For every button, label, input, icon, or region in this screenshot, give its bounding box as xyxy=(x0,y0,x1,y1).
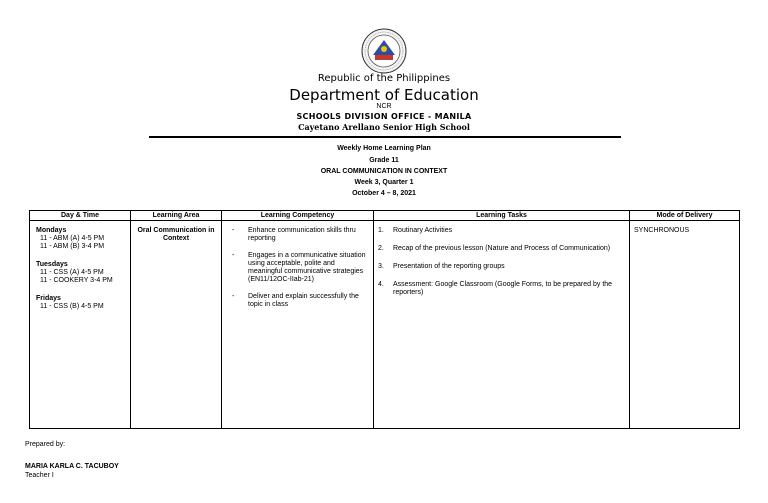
task-number: 4. xyxy=(378,281,384,288)
task-number: 1. xyxy=(378,227,384,234)
task-number: 2. xyxy=(378,245,384,252)
mode-value: SYNCHRONOUS xyxy=(634,227,690,234)
plan-week: Week 3, Quarter 1 xyxy=(354,179,414,186)
header-learning-competency: Learning Competency xyxy=(222,211,374,221)
plan-title: Weekly Home Learning Plan xyxy=(337,145,431,152)
learning-area-cell xyxy=(131,221,222,429)
learning-competency-cell xyxy=(222,221,374,429)
time-slot: 11 - COOKERY 3-4 PM xyxy=(40,277,113,284)
list-item xyxy=(378,245,623,253)
header-learning-area: Learning Area xyxy=(131,211,222,221)
table-header-row xyxy=(30,211,740,221)
learning-plan-table xyxy=(29,210,740,429)
learning-tasks-cell xyxy=(374,221,630,429)
header-learning-tasks: Learning Tasks xyxy=(374,211,630,221)
preparer-name: MARIA KARLA C. TACUBOY xyxy=(25,463,119,470)
department-title: Department of Education xyxy=(289,86,479,104)
list-item: - Engages in a communicative situation using acceptable, polite and meaningful communicative strategies (EN11/12OC-IIab-21) xyxy=(232,252,366,283)
task-number: 3. xyxy=(378,263,384,270)
header-divider xyxy=(149,136,621,138)
day-label: Tuesdays xyxy=(36,261,68,268)
prepared-by-label: Prepared by: xyxy=(25,441,66,448)
plan-grade: Grade 11 xyxy=(369,157,399,164)
header-day-time: Day & Time xyxy=(30,211,131,221)
mode-of-delivery-cell xyxy=(630,221,740,429)
competency-text: Enhance communication skills thru reporting xyxy=(248,227,356,242)
task-text: Assessment: Google Classroom (Google Forms, to be prepared by the reporters) xyxy=(393,281,613,296)
time-slot: 11 - ABM (B) 3-4 PM xyxy=(40,243,105,250)
task-text: Routinary Activities xyxy=(393,227,453,234)
list-item xyxy=(378,281,623,297)
preparer-position: Teacher I xyxy=(25,472,54,479)
time-slot: 11 - CSS (A) 4-5 PM xyxy=(40,269,104,276)
list-item xyxy=(378,227,623,235)
time-slot: 11 - ABM (A) 4-5 PM xyxy=(40,235,105,242)
list-item: - Enhance communication skills thru reporting xyxy=(232,227,356,242)
task-text: Presentation of the reporting groups xyxy=(393,263,505,270)
competency-text: Deliver and explain successfully the topic in class xyxy=(248,293,359,308)
school-name: Cayetano Arellano Senior High School xyxy=(298,122,470,132)
list-item: - Deliver and explain successfully the topic in class xyxy=(232,293,359,308)
day-label: Mondays xyxy=(36,227,67,234)
competency-text: Engages in a communicative situation using acceptable, polite and meaningful communicative strategies (EN11/12OC-IIab-21) xyxy=(248,252,366,283)
plan-subject: ORAL COMMUNICATION IN CONTEXT xyxy=(320,168,448,175)
day-time-cell xyxy=(30,221,131,429)
task-text: Recap of the previous lesson (Nature and Process of Communication) xyxy=(393,245,611,252)
republic-line: Republic of the Philippines xyxy=(317,73,451,84)
time-slot: 11 - CSS (B) 4-5 PM xyxy=(40,303,104,310)
learning-area-value: Oral Communication in Context xyxy=(137,227,215,242)
deped-seal-logo xyxy=(361,28,407,74)
list-item xyxy=(378,263,623,271)
plan-dates: October 4 – 8, 2021 xyxy=(352,190,416,197)
header-mode-of-delivery: Mode of Delivery xyxy=(630,211,740,221)
region-label: NCR xyxy=(376,103,392,110)
day-label: Fridays xyxy=(36,295,61,302)
table-row xyxy=(30,221,740,429)
division-office: SCHOOLS DIVISION OFFICE - MANILA xyxy=(296,112,472,121)
